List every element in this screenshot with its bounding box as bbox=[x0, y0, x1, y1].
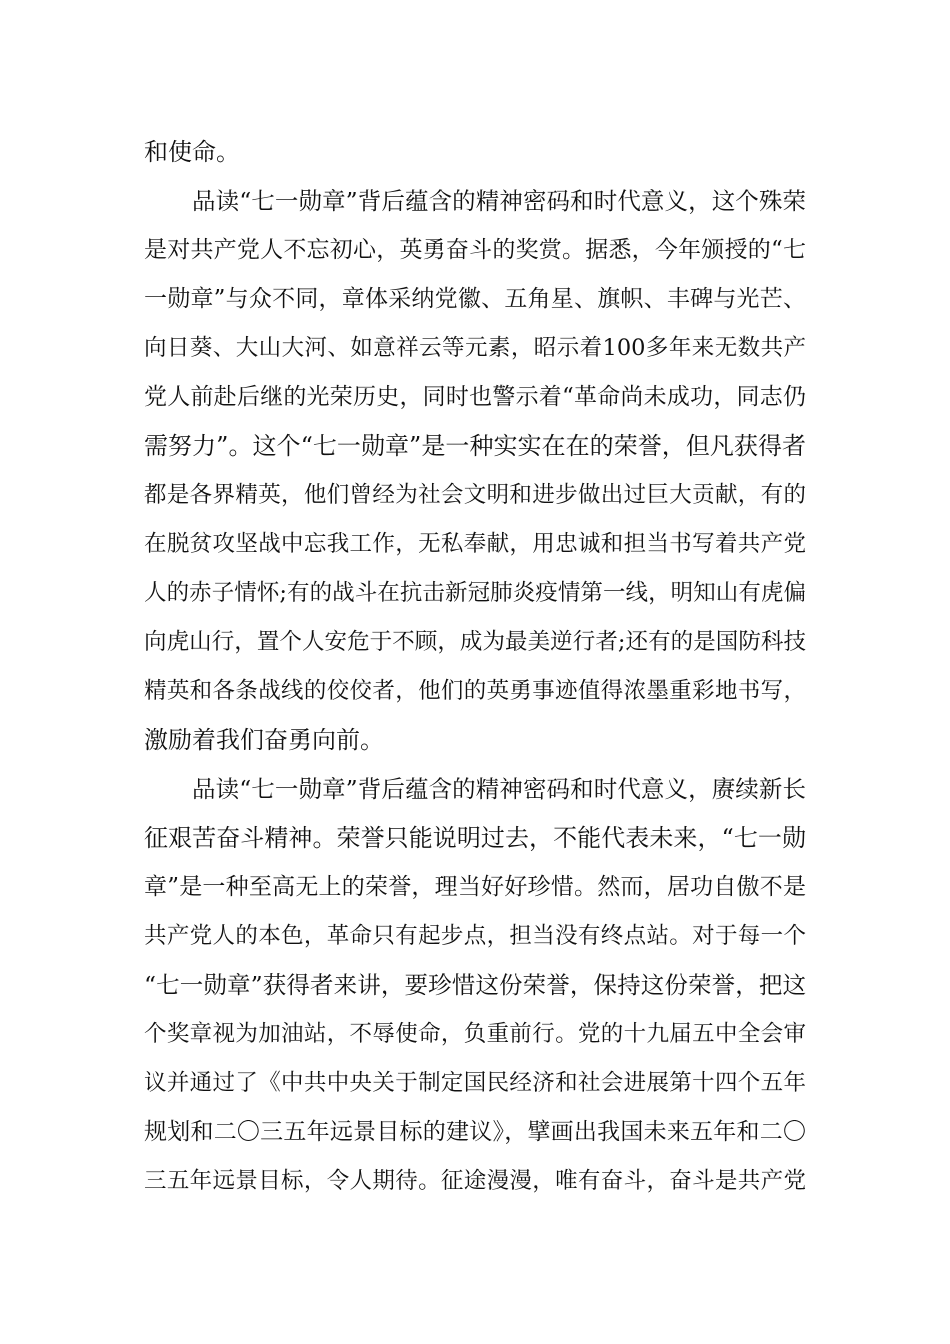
text-line: 和使命。 bbox=[144, 138, 240, 166]
text-line: 党人前赴后继的光荣历史，同时也警示着“革命尚未成功，同志仍 bbox=[144, 384, 806, 410]
text-line: 征艰苦奋斗精神。荣誉只能说明过去，不能代表未来，“七一勋 bbox=[144, 824, 806, 852]
paragraph-start-line: 品读“七一勋章”背后蕴含的精神密码和时代意义，这个殊荣 bbox=[192, 187, 806, 215]
text-line: 议并通过了《中共中央关于制定国民经济和社会进展第十四个五年 bbox=[144, 1070, 806, 1096]
text-line: 需努力”。这个“七一勋章”是一种实实在在的荣誉，但凡获得者 bbox=[144, 432, 806, 460]
text-line: 规划和二〇三五年远景目标的建议》，擘画出我国未来五年和二〇 bbox=[144, 1119, 806, 1145]
text-line: 共产党人的本色，革命只有起步点，担当没有终点站。对于每一个 bbox=[144, 923, 806, 949]
text-line: 个奖章视为加油站，不辱使命，负重前行。党的十九届五中全会审 bbox=[144, 1021, 806, 1047]
text-line: 章”是一种至高无上的荣誉，理当好好珍惜。然而，居功自傲不是 bbox=[144, 874, 806, 900]
paragraph-start-line: 品读“七一勋章”背后蕴含的精神密码和时代意义，赓续新长 bbox=[192, 775, 806, 803]
text-line: “七一勋章”获得者来讲，要珍惜这份荣誉，保持这份荣誉，把这 bbox=[144, 971, 806, 999]
text-line: 一勋章”与众不同，章体采纳党徽、五角星、旗帜、丰碑与光芒、 bbox=[144, 286, 806, 312]
text-line: 人的赤子情怀;有的战斗在抗击新冠肺炎疫情第一线，明知山有虎偏 bbox=[144, 580, 806, 606]
text-line: 激励着我们奋勇向前。 bbox=[144, 726, 384, 754]
text-line: 精英和各条战线的佼佼者，他们的英勇事迹值得浓墨重彩地书写， bbox=[144, 678, 806, 704]
text-line: 向日葵、大山大河、如意祥云等元素，昭示着100多年来无数共产 bbox=[144, 335, 806, 361]
text-line: 都是各界精英，他们曾经为社会文明和进步做出过巨大贡献，有的 bbox=[144, 482, 806, 508]
text-line: 三五年远景目标，令人期待。征途漫漫，唯有奋斗，奋斗是共产党 bbox=[144, 1168, 806, 1194]
text-line: 是对共产党人不忘初心，英勇奋斗的奖赏。据悉，今年颁授的“七 bbox=[144, 237, 806, 263]
text-line: 向虎山行，置个人安危于不顾，成为最美逆行者;还有的是国防科技 bbox=[144, 629, 806, 655]
text-line: 在脱贫攻坚战中忘我工作，无私奉献，用忠诚和担当书写着共产党 bbox=[144, 531, 806, 557]
